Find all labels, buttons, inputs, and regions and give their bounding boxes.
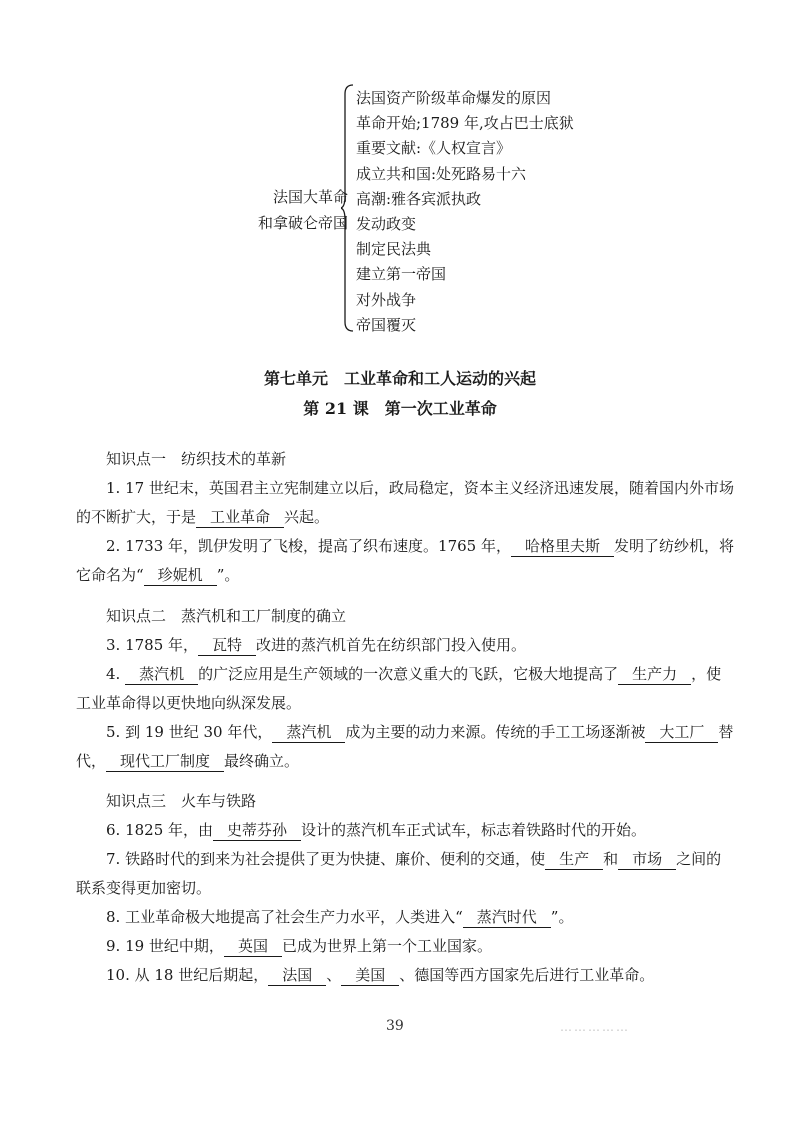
answer-blank: 珍妮机 — [144, 565, 217, 586]
answer-blank: 美国 — [341, 965, 399, 986]
outline-item: 成立共和国:处死路易十六 — [356, 164, 527, 183]
question-item-3: 3. 1785 年， 瓦特 改进的蒸汽机首先在纺织部门投入使用。 — [106, 636, 527, 654]
section-heading: 知识点一 纺织技术的革新 — [106, 450, 287, 468]
answer-blank: 市场 — [618, 849, 676, 870]
question-item-2: 2. 1733 年，凯伊发明了飞梭，提高了织布速度。1765 年， 哈格里夫斯 发明了纺纱机，将它命名为“ 珍妮机 ”。 — [76, 537, 734, 584]
answer-blank: 大工厂 — [645, 722, 718, 743]
answer-blank: 英国 — [224, 936, 282, 957]
outline-root-line-2: 和拿破仑帝国 — [257, 214, 348, 232]
answer-blank: 生产力 — [618, 664, 691, 685]
question-item-7: 7. 铁路时代的到来为社会提供了更为快捷、廉价、便利的交通，使 生产 和 市场 之间的联系变得更加密切。 — [76, 850, 722, 897]
question-item-4: 4. 蒸汽机 的广泛应用是生产领域的一次意义重大的飞跃，它极大地提高了 生产力 ，使工业革命得以更快地向纵深发展。 — [76, 665, 722, 712]
section-heading: 知识点二 蒸汽机和工厂制度的确立 — [106, 607, 347, 625]
question-item-1: 1. 17 世纪末，英国君主立宪制建立以后，政局稳定，资本主义经济迅速发展，随着国内外市场的不断扩大，于是 工业革命 兴起。 — [76, 479, 734, 526]
outline-root-line-1: 法国大革命 — [272, 188, 348, 206]
unit-title: 第七单元 工业革命和工人运动的兴起 — [263, 369, 536, 388]
footer-faint-text: …………… — [560, 1020, 630, 1034]
answer-blank: 哈格里夫斯 — [511, 536, 614, 557]
page-number: 39 — [386, 1018, 404, 1034]
outline-item: 对外战争 — [356, 290, 417, 309]
outline-item: 发动政变 — [356, 214, 417, 233]
question-item-5: 5. 到 19 世纪 30 年代， 蒸汽机 成为主要的动力来源。传统的手工工场逐渐被 大工厂 替代， 现代工厂制度 最终确立。 — [76, 723, 734, 770]
answer-blank: 生产 — [545, 849, 603, 870]
question-item-6: 6. 1825 年，由 史蒂芬孙 设计的蒸汽机车正式试车，标志着铁路时代的开始。 — [106, 821, 647, 839]
answer-blank: 法国 — [268, 965, 326, 986]
question-item-8: 8. 工业革命极大地提高了社会生产力水平，人类进入“ 蒸汽时代 ”。 — [106, 908, 574, 926]
outline-item: 建立第一帝国 — [356, 265, 447, 284]
answer-blank: 史蒂芬孙 — [213, 820, 301, 841]
lesson-title: 第 21 课 第一次工业革命 — [303, 399, 497, 418]
answer-blank: 瓦特 — [198, 635, 256, 656]
outline-item: 帝国覆灭 — [356, 315, 417, 334]
answer-blank: 工业革命 — [196, 507, 284, 528]
outline-root-label — [246, 184, 348, 236]
outline-item: 制定民法典 — [356, 240, 432, 259]
knowledge-section-2 — [76, 601, 736, 776]
outline-item-list — [356, 86, 574, 338]
question-item-9: 9. 19 世纪中期， 英国 已成为世界上第一个工业国家。 — [106, 937, 492, 955]
knowledge-section-3 — [76, 786, 736, 990]
curly-brace-icon — [341, 84, 355, 332]
outline-item: 高潮:雅各宾派执政 — [356, 189, 482, 208]
question-item-10: 10. 从 18 世纪后期起， 法国 、 美国 、德国等西方国家先后进行工业革命。 — [106, 966, 655, 984]
knowledge-section-1 — [76, 444, 736, 590]
answer-blank: 蒸汽机 — [125, 664, 198, 685]
outline-item: 革命开始;1789 年,攻占巴士底狱 — [356, 114, 574, 133]
outline-item: 重要文献:《人权宣言》 — [356, 139, 512, 158]
section-heading: 知识点三 火车与铁路 — [106, 792, 257, 810]
outline-item: 法国资产阶级革命爆发的原因 — [356, 89, 552, 107]
answer-blank: 现代工厂制度 — [106, 751, 224, 772]
outline-diagram — [0, 0, 800, 340]
answer-blank: 蒸汽时代 — [463, 907, 551, 928]
answer-blank: 蒸汽机 — [272, 722, 345, 743]
